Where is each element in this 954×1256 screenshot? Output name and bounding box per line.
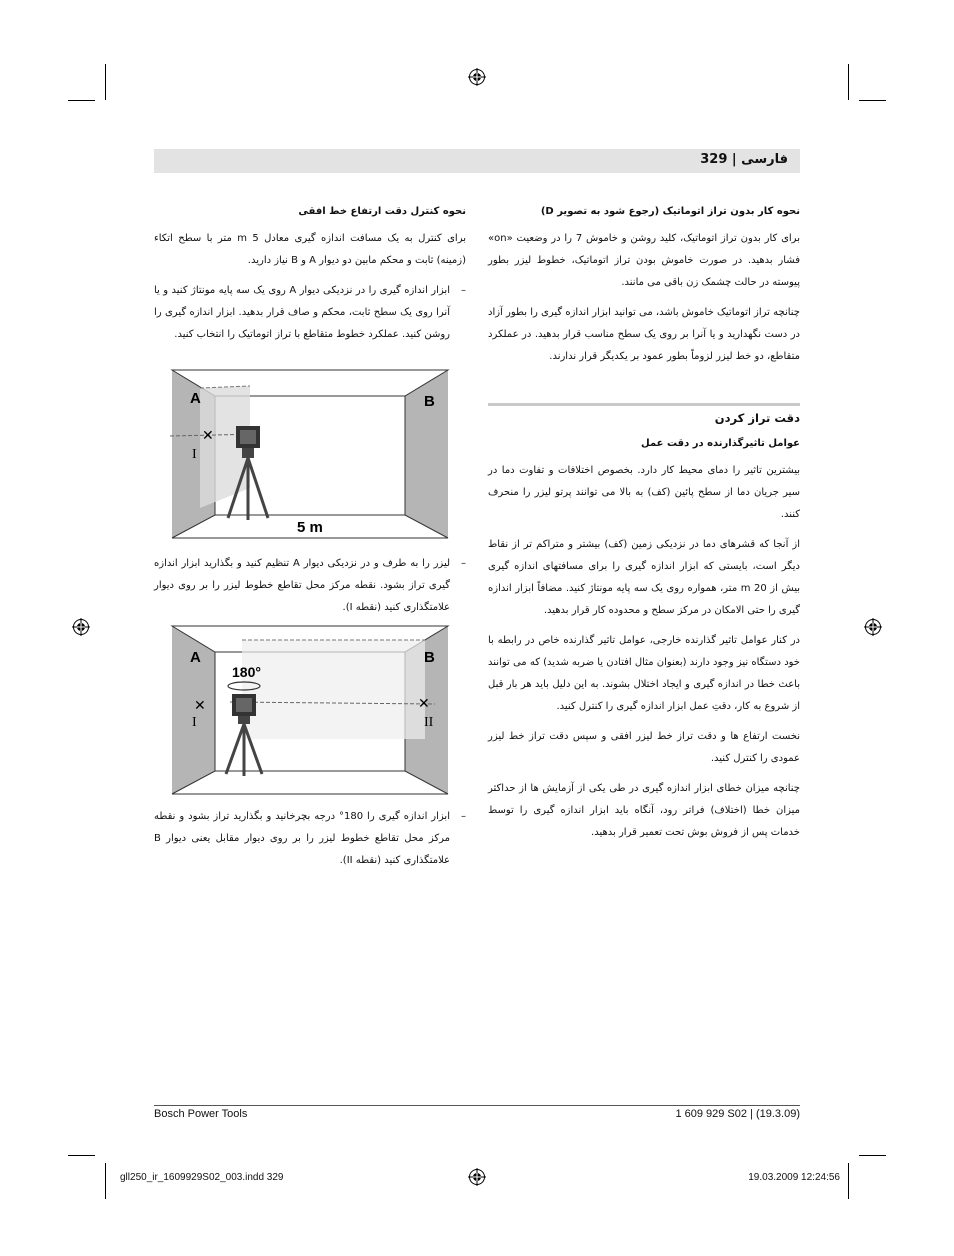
bullet-dash: – (461, 811, 466, 822)
crop-mark (859, 100, 886, 101)
crop-mark (848, 64, 849, 100)
figure-horizontal-check-1 (170, 368, 450, 540)
point-label-i: I (192, 447, 197, 462)
paragraph: برای کار بدون تراز اتوماتیک، کلید روشن و خاموش 7 را در وضعیت «on» فشار بدهید. در صورت خاموش بودن تراز اتوماتیک، خطوط لیزر بطور پیوسته در حالت چشمک زن باقی می مانند. (488, 233, 800, 288)
crop-mark (105, 64, 106, 100)
crop-mark (105, 1163, 106, 1199)
registration-mark-icon (864, 618, 882, 636)
left-column-b2 (154, 553, 466, 627)
point-marker-icon: ✕ (202, 428, 214, 444)
list-item-text: لیزر را به طرف و در نزدیکی دیوار A تنظیم کنید و بگذارید ابزار اندازه گیری تراز بشود. نقطه مرکز محل تقاطع خطوط لیزر را بر روی دیوار علامتگذاری کنید (نقطه I). (154, 558, 451, 613)
point-marker-icon: ✕ (194, 698, 206, 714)
list-item (154, 553, 466, 619)
right-column (488, 202, 800, 376)
crop-mark (68, 100, 95, 101)
registration-mark-icon (468, 68, 486, 86)
section-title: نحوه کار بدون تراز اتوماتیک (رجوع شود به تصویر D) (540, 206, 800, 217)
slug-filename: gll250_ir_1609929S02_003.indd 329 (120, 1172, 284, 1183)
wall-label-b: B (424, 649, 435, 666)
bullet-dash: – (461, 285, 466, 296)
paragraph: در کنار عوامل تاثیر گذارنده خارجی، عوامل تاثیر گذارنده خاص در رابطه با خود دستگاه نیز وجود دارند (بعنوان مثال افتادن یا ضربه شدید) که می توانند باعث خطا در اندازه گیری و ایجاد اختلال بشوند. به این دلیل باید هر بار قبل از شروع به کار، دقتِ عمل ابزار اندازه گیری را کنترل کنید. (488, 635, 800, 712)
left-column (154, 202, 466, 354)
wall-label-a: A (190, 649, 201, 666)
bullet-dash: – (461, 558, 466, 569)
paragraph: چنانچه میزان خطای ابزار اندازه گیری در طی یکی از آزمایش ها از حداکثر میزان خطا (اختلاف) فراتر رود، آنگاه باید ابزار اندازه گیری را توسط خدمات پس از فروش بوش تحت تعمیر قرار بدهید. (488, 783, 800, 838)
paragraph: چنانچه تراز اتوماتیک خاموش باشد، می توانید ابزار اندازه گیری را بطور آزاد در دست نگهدارید و یا آنرا بر روی یک سطح مناسب قرار بدهید. در عملکرد متقاطع، دو خط لیزر لزوماً بطور عمود بر یکدیگر قرار ندارند. (488, 307, 800, 362)
page-number-label: فارسی | 329 (700, 152, 788, 167)
right-column-section2 (488, 408, 800, 852)
page-header (154, 149, 800, 173)
crop-mark (848, 1163, 849, 1199)
rotation-label: 180° (232, 664, 261, 680)
slug-timestamp: 19.03.2009 12:24:56 (748, 1172, 840, 1183)
point-marker-icon: ✕ (418, 696, 430, 712)
paragraph: از آنجا که قشرهای دما در نزدیکی زمین (کف) بیشتر و متراکم تر از نقاط دیگر است، بایستی که ابزار اندازه گیری را برای مسافتهای اندازه گیری بیش از 20 m متر، همواره روی یک سه پایه مونتاژ کنید. مضافاً ابزار اندازه گیری را حتی الامکان در مرکز سطح و محدوده کار قرار بدهید. (488, 539, 801, 616)
list-item-text: ابزار اندازه گیری را در نزدیکی دیوار A روی یک سه پایه مونتاژ کنید و یا آنرا روی یک سطح ثابت، محکم و صاف قرار بدهید. ابزار اندازه گیری را روشن کنید. عملکرد خطوط متقاطع با تراز اتوماتیک را انتخاب کنید. (154, 285, 450, 340)
left-column-b3 (154, 806, 466, 880)
section-title: نحوه کنترل دقت ارتفاع خط افقی (298, 206, 466, 217)
list-item (154, 806, 466, 872)
list-item-text: ابزار اندازه گیری را 180° درجه بچرخانید و بگذارید تراز بشود و نقطه مرکز محل تقاطع خطوط لیزر را بر روی دیوار مقابل یعنی دیوار B علامتگذاری کنید (نقطه II). (154, 811, 450, 866)
point-label-i: I (192, 715, 197, 730)
registration-mark-icon (72, 618, 90, 636)
wall-label-b: B (424, 393, 435, 410)
footer-brand: Bosch Power Tools (154, 1108, 248, 1120)
list-item (154, 280, 466, 346)
footer-divider (154, 1105, 800, 1106)
point-label-ii: II (424, 715, 434, 730)
crop-mark (68, 1155, 95, 1156)
subsection-title: عوامل تاثیرگذارنده در دقت عمل (641, 438, 800, 449)
paragraph: برای کنترل به یک مسافت اندازه گیری معادل 5 m متر با سطح اتکاء (زمینه) ثابت و محکم مابین دو دیوار A و B نیاز دارید. (154, 233, 466, 266)
distance-label: 5 m (297, 519, 323, 536)
section-heading: دقت تراز کردن (714, 411, 800, 425)
registration-mark-icon (468, 1168, 486, 1186)
paragraph: بیشترین تاثیر را دمای محیط کار دارد. بخصوص اختلافات و تفاوت دما در سیر جریان دما از سطح پائین (کف) به بالا می توانند پرتو لیزر را منحرف کنند. (488, 465, 800, 520)
footer-doc-number: 1 609 929 S02 | (19.3.09) (675, 1108, 800, 1120)
crop-mark (859, 1155, 886, 1156)
wall-label-a: A (190, 390, 201, 407)
paragraph: نخست ارتفاع ها و دقت تراز خط لیزر افقی و سپس دقت تراز خط لیزر عمودی را کنترل کنید. (488, 731, 800, 764)
figure-horizontal-check-2 (170, 624, 450, 796)
section-divider (488, 403, 800, 406)
